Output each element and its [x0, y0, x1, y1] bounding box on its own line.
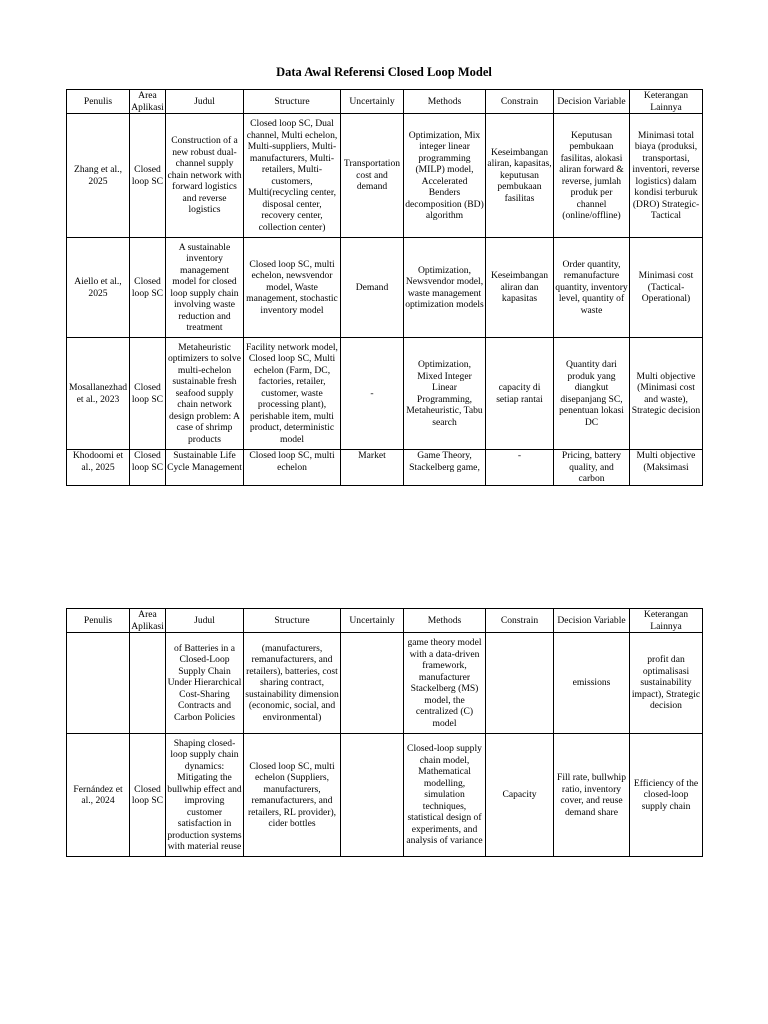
header-keterangan-lainnya: Keterangan Lainnya	[630, 90, 703, 114]
cell-keterangan-lainnya: Multi objective (Minimasi cost and waste), Strategic decision	[630, 338, 703, 450]
header-structure: Structure	[244, 90, 341, 114]
cell-keterangan-lainnya: Minimasi cost (Tactical-Operational)	[630, 238, 703, 338]
cell-constrain: Capacity	[486, 734, 554, 857]
cell-area-aplikasi: Closed loop SC	[130, 450, 166, 486]
cell-judul: A sustainable inventory management model for closed loop supply chain involving waste reduction and treatment	[166, 238, 244, 338]
cell-penulis	[67, 633, 130, 734]
header-judul: Judul	[166, 90, 244, 114]
cell-area-aplikasi: Closed loop SC	[130, 238, 166, 338]
cell-constrain: Keseimbangan aliran, kapasitas, keputusan pembukaan fasilitas	[486, 114, 554, 238]
cell-penulis: Khodoomi et al., 2025	[67, 450, 130, 486]
header-penulis: Penulis	[67, 90, 130, 114]
cell-uncertainly: Demand	[341, 238, 404, 338]
cell-structure: Closed loop SC, multi echelon (Suppliers, manufacturers, remanufacturers, and retailers, RL provider), cider bottles	[244, 734, 341, 857]
header-area-aplikasi: Area Aplikasi	[131, 90, 164, 113]
cell-methods: game theory model with a data-driven framework, manufacturer Stackelberg (MS) model, the centralized (C) model	[404, 633, 486, 734]
cell-methods: Optimization, Newsvendor model, waste management optimization models	[404, 238, 486, 338]
cell-penulis: Aiello et al., 2025	[67, 238, 130, 338]
cell-keterangan-lainnya: Minimasi total biaya (produksi, transportasi, inventori, reverse logistics) dalam kondisi terburuk (DRO) Strategic-Tactical	[630, 114, 703, 238]
table-row	[67, 450, 703, 486]
cell-decision-variable: Pricing, battery quality, and carbon	[554, 450, 630, 486]
cell-keterangan-lainnya: Multi objective (Maksimasi	[630, 450, 703, 486]
header-uncertainly: Uncertainly	[341, 609, 404, 633]
cell-structure: Closed loop SC, Dual channel, Multi echelon, Multi-suppliers, Multi-manufacturers, Multi-retailers, Multi-customers, Multi(recycling center, disposal center, recovery center, collection center)	[244, 114, 341, 238]
cell-methods: Optimization, Mix integer linear programming (MILP) model, Accelerated Benders decomposition (BD) algorithm	[404, 114, 486, 238]
cell-constrain: Keseimbangan aliran dan kapasitas	[486, 238, 554, 338]
cell-decision-variable: Fill rate, bullwhip ratio, inventory cover, and reuse demand share	[554, 734, 630, 857]
header-keterangan-lainnya: Keterangan Lainnya	[630, 609, 703, 633]
cell-judul: Construction of a new robust dual-channel supply chain network with forward logistics and reverse logistics	[166, 114, 244, 238]
header-area-aplikasi: Area Aplikasi	[131, 609, 164, 632]
cell-constrain	[486, 633, 554, 734]
table-row	[67, 114, 703, 238]
header-decision-variable: Decision Variable	[554, 609, 630, 633]
cell-methods: Optimization, Mixed Integer Linear Programming, Metaheuristic, Tabu search	[404, 338, 486, 450]
cell-constrain: capacity di setiap rantai	[486, 338, 554, 450]
cell-structure: Closed loop SC, multi echelon, newsvendor model, Waste management, stochastic inventory model	[244, 238, 341, 338]
cell-uncertainly: Market	[341, 450, 404, 486]
cell-uncertainly	[341, 633, 404, 734]
cell-constrain: -	[486, 450, 554, 486]
cell-uncertainly: Transportation cost and demand	[341, 114, 404, 238]
table-row	[67, 734, 703, 857]
table-header-row	[67, 90, 703, 114]
table-header-row	[67, 609, 703, 633]
header-judul: Judul	[166, 609, 244, 633]
cell-judul: of Batteries in a Closed-Loop Supply Chain Under Hierarchical Cost-Sharing Contracts and Carbon Policies	[166, 633, 244, 734]
cell-uncertainly	[341, 734, 404, 857]
cell-judul: Shaping closed-loop supply chain dynamics: Mitigating the bullwhip effect and improving customer satisfaction in production systems with material reuse	[166, 734, 244, 857]
cell-penulis: Zhang et al., 2025	[67, 114, 130, 238]
cell-methods: Closed-loop supply chain model, Mathematical modelling, simulation techniques, statistical design of experiments, and analysis of variance	[404, 734, 486, 857]
cell-area-aplikasi: Closed loop SC	[130, 338, 166, 450]
cell-area-aplikasi: Closed loop SC	[130, 114, 166, 238]
cell-area-aplikasi: Closed loop SC	[130, 734, 166, 857]
reference-table-part-2	[66, 608, 703, 857]
header-constrain: Constrain	[486, 90, 554, 114]
header-uncertainly: Uncertainly	[341, 90, 404, 114]
header-methods: Methods	[404, 609, 486, 633]
cell-decision-variable: Quantity dari produk yang diangkut disepanjang SC, penentuan lokasi DC	[554, 338, 630, 450]
cell-judul: Sustainable Life Cycle Management	[166, 450, 244, 486]
cell-keterangan-lainnya: profit dan optimalisasi sustainability impact), Strategic decision	[630, 633, 703, 734]
header-constrain: Constrain	[486, 609, 554, 633]
cell-structure: (manufacturers, remanufacturers, and retailers), batteries, cost sharing contract, sustainability dimension (economic, social, and environmental)	[244, 633, 341, 734]
reference-table-part-1	[66, 89, 703, 486]
cell-penulis: Fernández et al., 2024	[67, 734, 130, 857]
cell-structure: Facility network model, Closed loop SC, Multi echelon (Farm, DC, factories, retailer, customer, waste processing plant), perishable item, multi product, deterministic model	[244, 338, 341, 450]
cell-penulis: Mosallanezhad et al., 2023	[67, 338, 130, 450]
cell-decision-variable: Keputusan pembukaan fasilitas, alokasi aliran forward & reverse, jumlah produk per channel (online/offline)	[554, 114, 630, 238]
header-penulis: Penulis	[67, 609, 130, 633]
table-row	[67, 633, 703, 734]
cell-judul: Metaheuristic optimizers to solve multi-echelon sustainable fresh seafood supply chain network design problem: A case of shrimp products	[166, 338, 244, 450]
header-methods: Methods	[404, 90, 486, 114]
cell-decision-variable: Order quantity, remanufacture quantity, inventory level, quantity of waste	[554, 238, 630, 338]
header-structure: Structure	[244, 609, 341, 633]
cell-keterangan-lainnya: Efficiency of the closed-loop supply chain	[630, 734, 703, 857]
cell-structure: Closed loop SC, multi echelon	[244, 450, 341, 486]
table-row	[67, 338, 703, 450]
page-title: Data Awal Referensi Closed Loop Model	[276, 65, 492, 79]
cell-uncertainly: -	[341, 338, 404, 450]
header-decision-variable: Decision Variable	[554, 90, 630, 114]
table-row	[67, 238, 703, 338]
cell-decision-variable: emissions	[554, 633, 630, 734]
cell-area-aplikasi	[130, 633, 166, 734]
cell-methods: Game Theory, Stackelberg game,	[404, 450, 486, 486]
